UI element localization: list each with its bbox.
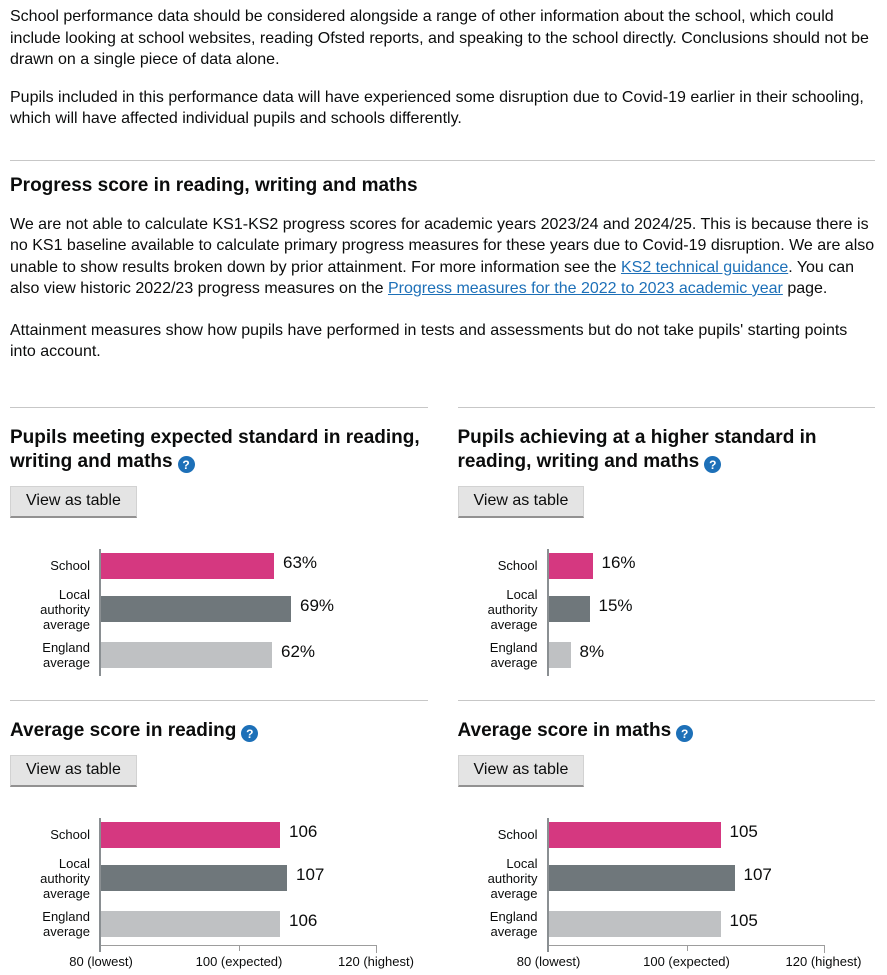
chart-card-expected-standard bbox=[10, 407, 428, 676]
bar-value-label: 63% bbox=[283, 552, 318, 572]
bar-wrap bbox=[101, 642, 315, 668]
bar-category-label: England average bbox=[42, 908, 90, 939]
chart-x-axis bbox=[69, 945, 428, 975]
chart-plot-area bbox=[458, 549, 876, 676]
bar-value-label: 106 bbox=[289, 910, 318, 930]
bar-wrap bbox=[549, 596, 633, 622]
progress-paragraph bbox=[10, 214, 875, 300]
axis-tick bbox=[824, 945, 825, 953]
bar-wrap bbox=[549, 642, 605, 668]
bar-row bbox=[458, 909, 876, 939]
bar-category-label: England average bbox=[489, 639, 538, 670]
section-divider bbox=[10, 160, 875, 161]
chart-y-axis bbox=[547, 549, 549, 676]
bar-row bbox=[458, 587, 876, 632]
chart-card-higher-standard bbox=[458, 407, 876, 676]
bar-wrap bbox=[101, 911, 317, 937]
bar-category-label: Local authority average bbox=[487, 586, 538, 632]
bar-value-label: 16% bbox=[601, 552, 636, 572]
bar-wrap bbox=[549, 865, 772, 891]
bar-value-label: 107 bbox=[296, 865, 325, 884]
help-icon[interactable]: ? bbox=[704, 456, 721, 473]
bar-category-label: Local authority average bbox=[40, 855, 90, 901]
chart-plot-area bbox=[10, 549, 428, 676]
axis-tick bbox=[239, 945, 240, 951]
chart-plot-area bbox=[10, 818, 428, 945]
bar-wrap bbox=[101, 822, 317, 848]
help-icon[interactable]: ? bbox=[178, 456, 195, 473]
bar-row bbox=[458, 640, 876, 670]
bar-chart-higher-standard bbox=[458, 549, 876, 676]
chart-title bbox=[10, 426, 428, 474]
bar bbox=[101, 822, 280, 848]
view-as-table-button[interactable]: View as table bbox=[458, 486, 585, 518]
bar-chart-average-reading bbox=[10, 818, 428, 975]
bar-category-label: England average bbox=[42, 639, 90, 670]
bar-row bbox=[458, 553, 876, 579]
intro-paragraph-1: School performance data should be considered alongside a range of other information about the school, which could include looking at school websites, reading Ofsted reports, and speaking to the school directly. Conclusions should not be drawn on a single piece of data alone. bbox=[10, 8, 869, 68]
progress-text-2: . You can also view historic 2022/23 progress measures on the bbox=[10, 258, 855, 297]
axis-tick-label: 80 (lowest) bbox=[69, 953, 133, 969]
view-as-table-button[interactable]: View as table bbox=[10, 486, 137, 518]
chart-title-text: Pupils meeting expected standard in reading, writing and maths bbox=[10, 426, 420, 472]
chart-y-axis bbox=[99, 549, 101, 676]
bar bbox=[549, 911, 721, 937]
bar-chart-average-maths bbox=[458, 818, 876, 975]
bar bbox=[549, 822, 721, 848]
bar-wrap bbox=[549, 822, 758, 848]
bar-value-label: 8% bbox=[579, 641, 605, 661]
bar bbox=[549, 553, 593, 579]
bar-row bbox=[10, 822, 428, 848]
chart-title bbox=[10, 719, 428, 743]
bar-category-label: Local authority average bbox=[487, 855, 538, 901]
bar-value-label: 62% bbox=[281, 641, 316, 661]
bar-value-label: 105 bbox=[729, 821, 758, 841]
bar-value-label: 69% bbox=[300, 596, 335, 615]
bar bbox=[101, 596, 291, 622]
axis-tick-label: 100 (expected) bbox=[643, 953, 730, 969]
attainment-paragraph: Attainment measures show how pupils have performed in tests and assessments but do not take pupils' starting points into account. bbox=[10, 321, 848, 360]
bar-category-label: School bbox=[497, 558, 538, 573]
bar-category-label: School bbox=[497, 827, 538, 842]
axis-tick bbox=[376, 945, 377, 953]
bar bbox=[101, 553, 274, 579]
axis-tick bbox=[687, 945, 688, 951]
bar-category-label: England average bbox=[489, 908, 538, 939]
chart-title bbox=[458, 426, 876, 474]
bar-wrap bbox=[101, 553, 317, 579]
bar-category-label: Local authority average bbox=[40, 586, 90, 632]
bar bbox=[549, 596, 590, 622]
view-as-table-button[interactable]: View as table bbox=[10, 755, 137, 787]
bar bbox=[101, 865, 287, 891]
bar bbox=[101, 642, 272, 668]
chart-title-text: Pupils achieving at a higher standard in reading, writing and maths bbox=[457, 426, 817, 472]
bar-row bbox=[10, 587, 428, 632]
chart-card-average-reading bbox=[10, 700, 428, 975]
axis-tick-label: 120 (highest) bbox=[338, 953, 414, 969]
bar bbox=[101, 911, 280, 937]
bar-wrap bbox=[101, 596, 334, 622]
bar-category-label: School bbox=[50, 827, 90, 842]
progress-section-heading: Progress score in reading, writing and maths bbox=[10, 174, 418, 196]
bar-category-label: School bbox=[50, 558, 90, 573]
bar-row bbox=[10, 856, 428, 901]
progress-text-3: page. bbox=[782, 280, 828, 297]
bar-row bbox=[458, 856, 876, 901]
bar-value-label: 15% bbox=[598, 596, 633, 615]
bar-row bbox=[10, 553, 428, 579]
progress-text-1: We are not able to calculate KS1-KS2 progress scores for academic years 2023/24 and 2024/25. This is because there is no KS1 baseline available to calculate primary progress measures for these years due to Covid-19 disruption. We are also unable to show results broken down by prior attainment. For more information see the bbox=[10, 215, 875, 276]
intro-paragraph-2: Pupils included in this performance data will have experienced some disruption due to Covid-19 earlier in their schooling, which will have affected individual pupils and schools differently. bbox=[10, 88, 864, 127]
axis-tick-label: 80 (lowest) bbox=[516, 953, 581, 969]
bar-value-label: 106 bbox=[289, 821, 318, 841]
bar-value-label: 107 bbox=[743, 865, 772, 884]
chart-y-axis bbox=[99, 818, 101, 952]
bar-chart-expected-standard bbox=[10, 549, 428, 676]
bar-row bbox=[458, 822, 876, 848]
chart-x-axis bbox=[516, 945, 876, 975]
chart-y-axis bbox=[547, 818, 549, 952]
bar-wrap bbox=[549, 553, 636, 579]
bar bbox=[549, 642, 571, 668]
help-icon[interactable]: ? bbox=[241, 725, 258, 742]
axis-tick-label: 100 (expected) bbox=[195, 953, 283, 969]
help-icon[interactable]: ? bbox=[676, 725, 693, 742]
bar-value-label: 105 bbox=[729, 910, 758, 930]
chart-title-text: Average score in maths bbox=[457, 719, 672, 741]
chart-title-text: Average score in reading bbox=[10, 719, 237, 741]
bar bbox=[549, 865, 735, 891]
chart-title bbox=[458, 719, 876, 743]
charts-grid bbox=[10, 407, 875, 975]
bar-wrap bbox=[101, 865, 324, 891]
view-as-table-button[interactable]: View as table bbox=[458, 755, 585, 787]
bar-wrap bbox=[549, 911, 758, 937]
chart-card-average-maths bbox=[458, 700, 876, 975]
axis-tick-label: 120 (highest) bbox=[785, 953, 862, 969]
chart-plot-area bbox=[458, 818, 876, 945]
bar-row bbox=[10, 640, 428, 670]
progress-measures-2022-2023-link[interactable]: Progress measures for the 2022 to 2023 academic year bbox=[387, 280, 783, 297]
bar-row bbox=[10, 909, 428, 939]
ks2-technical-guidance-link[interactable]: KS2 technical guidance bbox=[620, 258, 789, 276]
